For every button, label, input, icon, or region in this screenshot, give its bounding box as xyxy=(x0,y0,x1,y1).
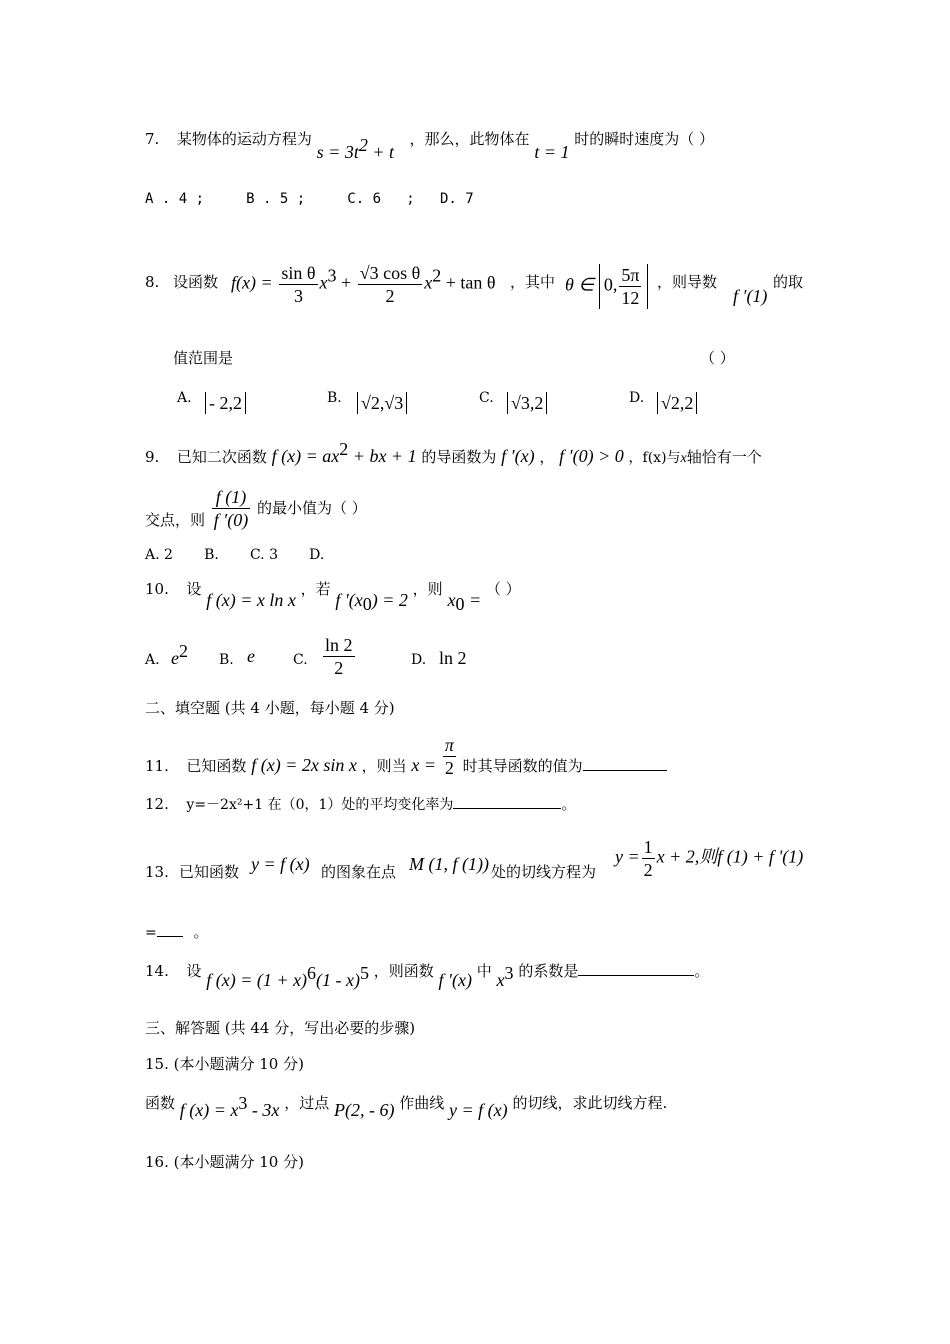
question-text: 处的切线方程为 xyxy=(491,863,597,881)
question-13 xyxy=(145,836,825,882)
question-text: 函数 xyxy=(145,1094,176,1112)
answer-blank[interactable] xyxy=(578,975,694,976)
question-number: 12. xyxy=(145,795,169,813)
answer-blank[interactable] xyxy=(453,808,561,809)
option-a-label: A. xyxy=(177,390,192,406)
section-2-heading: 二、填空题 (共 4 小题，每小题 4 分) xyxy=(145,699,395,717)
question-text: 作曲线 xyxy=(399,1094,445,1112)
options-10 xyxy=(145,634,565,684)
option-a: $e^2$ xyxy=(171,641,188,668)
function-definition: f $(x) = (1 + x)^6(1 - x)^5$ xyxy=(206,963,369,990)
pi-over-2: $\frac{\pi}{2}$ xyxy=(444,735,454,778)
question-14 xyxy=(145,960,709,996)
question-number: 8. xyxy=(145,273,160,291)
answer-blank[interactable] xyxy=(583,770,667,771)
question-text: 轴恰有一个 xyxy=(686,448,762,466)
point-p: P(2, - 6) xyxy=(333,1100,395,1120)
point-m: M (1, f (1)) xyxy=(409,854,489,874)
question-number: 7. xyxy=(145,130,160,148)
question-text: 已知二次函数 xyxy=(176,448,267,466)
option-b-label: B. xyxy=(327,390,342,406)
question-text: 的切线，求此切线方程. xyxy=(512,1094,668,1112)
question-text: 设函数 xyxy=(173,273,219,291)
question-text: 设 xyxy=(186,580,202,598)
motion-equation: $s = 3t^2 + t$ xyxy=(316,135,394,162)
question-text: 时的瞬时速度为（ ） xyxy=(574,130,715,148)
period: 。 xyxy=(694,962,710,980)
question-text: 已知函数 xyxy=(179,863,240,881)
question-text: ，若 xyxy=(300,580,331,598)
function-y: y = f (x) xyxy=(251,854,310,874)
question-16-heading: 16. (本小题满分 10 分) xyxy=(145,1153,304,1171)
question-text: 交点，则 xyxy=(145,510,206,529)
question-number: 9. xyxy=(145,448,160,466)
question-text: y=－2x²+1 在（0，1）处的平均变化率为 xyxy=(186,797,454,813)
question-12 xyxy=(145,794,576,815)
question-15 xyxy=(145,1092,667,1122)
function-definition: f $(x) = x^3 - 3x$ xyxy=(179,1093,280,1120)
question-text: ，则 xyxy=(412,580,443,598)
quadratic-function: f $(x) = ax^2$ + bx + 1 xyxy=(271,439,417,466)
option-c: √3,2 xyxy=(507,392,547,414)
curve: y = f (x) xyxy=(449,1100,508,1120)
option-d: √2,2 xyxy=(657,392,697,414)
ratio-fraction: $\frac{f (1)}{f '(0)}$ xyxy=(213,487,249,530)
question-text: ，过点 xyxy=(284,1094,330,1112)
option-d-label: D. xyxy=(411,652,427,668)
x0-variable: $x_0$ = xyxy=(447,590,482,614)
option-b: √2,√3 xyxy=(357,392,407,414)
question-number: 10. xyxy=(145,580,169,598)
options-9: A. 2 B. C. 3 D. xyxy=(145,547,325,563)
options-7: A . 4 ; B . 5 ; C. 6 ; D. 7 xyxy=(145,191,474,207)
question-8-line2 xyxy=(145,348,785,368)
x-variable: x xyxy=(680,451,687,466)
question-number: 11. xyxy=(145,756,169,775)
condition: f '$(x_0) = 2$ xyxy=(335,590,408,614)
comma: ， xyxy=(539,448,555,466)
question-text: 中 xyxy=(476,962,492,980)
function-definition: f(x) = $\frac{\text{sin θ}}{3}$ $x^3$ + $\frac{\text{√3 cos θ}}{2}$ $x^2 + \tan \theta$ xyxy=(231,263,496,306)
question-text: ，则函数 xyxy=(373,962,434,980)
equals-sign: = xyxy=(145,925,157,941)
question-text: 的取 xyxy=(773,273,804,291)
options-8 xyxy=(145,388,745,422)
function-definition: f (x) = x ln x xyxy=(206,590,296,610)
derivative: f ′(x) xyxy=(438,970,472,990)
question-15-heading: 15. (本小题满分 10 分) xyxy=(145,1055,304,1073)
question-text: 的导函数为 xyxy=(421,448,497,466)
period: 。 xyxy=(193,923,209,941)
question-text: 已知函数 xyxy=(186,756,247,775)
question-text: ，那么，此物体在 xyxy=(409,130,530,148)
answer-paren: （ ） xyxy=(485,580,521,598)
option-c-label: C. xyxy=(479,390,494,406)
tangent-line: y = $\frac{1}{2}$ x + 2,则f (1) + f '(1) xyxy=(615,837,804,880)
question-text: 的图象在点 xyxy=(321,863,397,881)
option-a-label: A. xyxy=(145,652,160,668)
question-number: 13. xyxy=(145,863,169,881)
period: 。 xyxy=(561,795,577,813)
question-text: ，其中 xyxy=(510,273,556,291)
question-text: 时其导函数的值为 xyxy=(462,756,583,775)
option-c-label: C. xyxy=(293,652,308,668)
option-b: e xyxy=(247,646,255,666)
answer-blank[interactable] xyxy=(157,936,183,937)
section-3-heading: 三、解答题 (共 44 分，写出必要的步骤) xyxy=(145,1019,416,1037)
option-b-label: B. xyxy=(219,652,234,668)
function-definition: f (x) = 2x sin x xyxy=(251,754,357,775)
question-text: 的最小值为（ ） xyxy=(257,498,367,517)
option-d-label: D. xyxy=(629,390,645,406)
question-text: 的系数是 xyxy=(518,962,579,980)
question-text: 某物体的运动方程为 xyxy=(176,130,312,148)
question-9 xyxy=(145,439,762,469)
question-text: ，f(x)与 xyxy=(628,450,681,466)
question-9-line2 xyxy=(145,486,367,532)
question-text: 值范围是 xyxy=(173,349,234,367)
question-text: 设 xyxy=(186,962,202,980)
question-10 xyxy=(145,578,521,614)
question-13-line2 xyxy=(145,922,209,943)
x-cubed: $x^3$ xyxy=(496,963,514,990)
option-a: - 2,2 xyxy=(205,392,246,414)
question-text: ，则导数 xyxy=(657,273,718,291)
option-d: ln 2 xyxy=(439,648,467,668)
question-number: 14. xyxy=(145,962,169,980)
option-c: $\frac{\ln 2}{2}$ xyxy=(325,635,353,678)
time-value: t = 1 xyxy=(534,142,570,162)
question-11 xyxy=(145,734,667,780)
derivative-value: f ′(1) xyxy=(733,286,768,306)
condition: f ′(0) > 0 xyxy=(559,446,624,466)
answer-paren: （ ） xyxy=(700,349,735,367)
x-equals: x = xyxy=(411,754,437,775)
derivative: f ′(x) xyxy=(501,446,535,466)
question-text: ，则当 xyxy=(361,756,407,775)
question-7 xyxy=(145,128,715,162)
theta-interval: θ ∈ 0, $\frac{5\pi}{12}$ xyxy=(565,264,648,309)
